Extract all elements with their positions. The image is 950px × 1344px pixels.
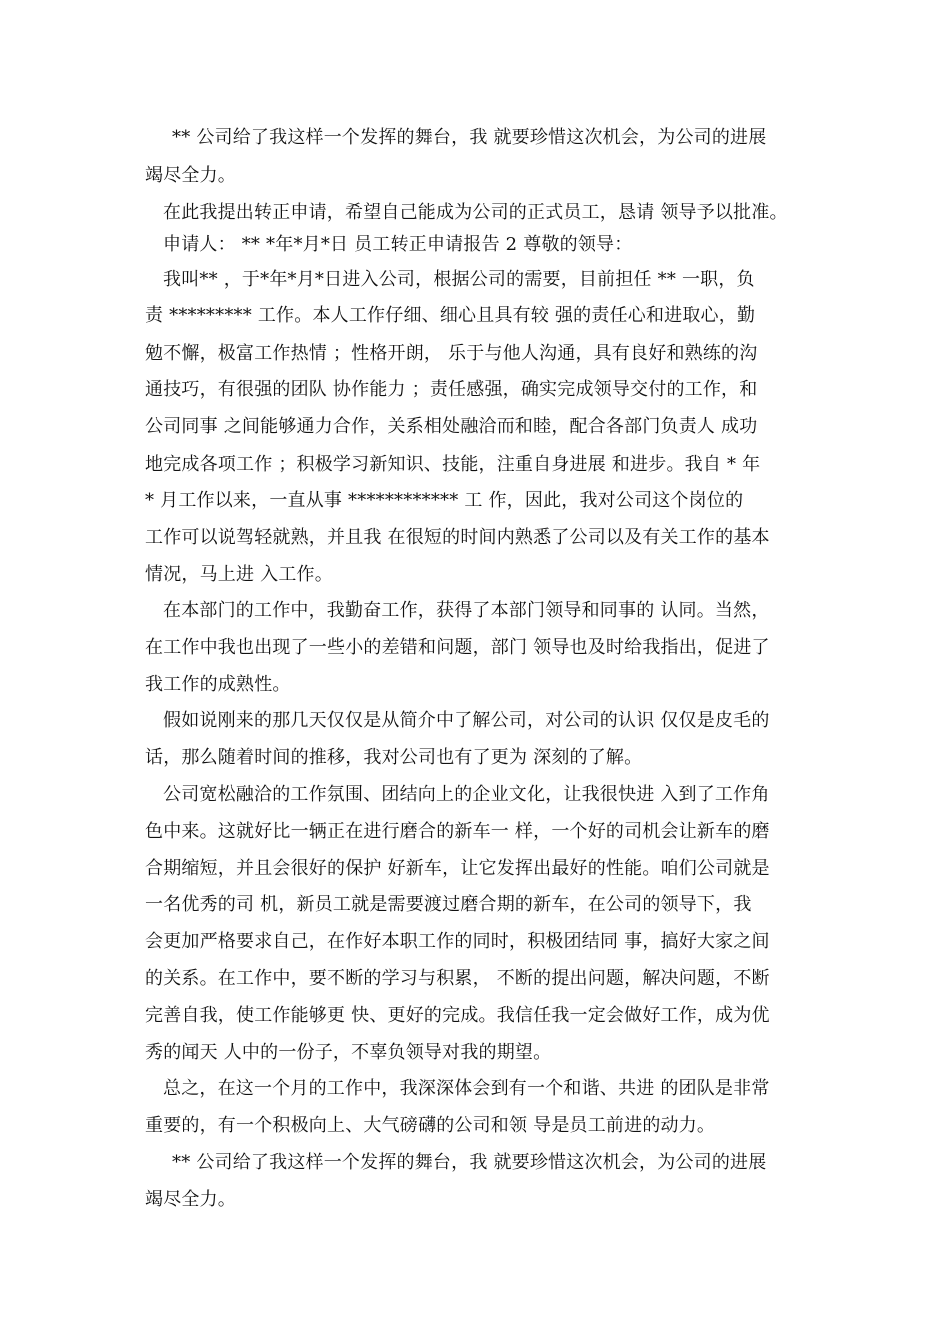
text-line: 色中来。这就好比一辆正在进行磨合的新车一 样，一个好的司机会让新车的磨 <box>145 821 770 842</box>
text-line: 完善自我，使工作能够更 快、更好的完成。我信任我一定会做好工作，成为优 <box>145 1005 770 1026</box>
text-line: 工作可以说驾轻就熟，并且我 在很短的时间内熟悉了公司以及有关工作的基本 <box>145 527 770 548</box>
text-line: 在工作中我也出现了一些小的差错和问题，部门 领导也及时给我指出，促进了 <box>145 637 770 658</box>
text-line: 一名优秀的司 机，新员工就是需要渡过磨合期的新车，在公司的领导下，我 <box>145 894 752 915</box>
text-line: 通技巧，有很强的团队 协作能力 ；责任感强，确实完成领导交付的工作，和 <box>145 379 758 400</box>
text-line: 假如说刚来的那几天仅仅是从简介中了解公司，对公司的认识 仅仅是皮毛的 <box>163 710 770 731</box>
text-line: 公司同事 之间能够通力合作，关系相处融洽而和睦，配合各部门负责人 成功 <box>145 416 758 437</box>
text-line: 地完成各项工作 ；积极学习新知识、技能，注重自身进展 和进步。我自 * 年 <box>145 454 761 475</box>
text-line: 在本部门的工作中，我勤奋工作，获得了本部门领导和同事的 认同。当然， <box>163 600 770 621</box>
text-line: 秀的闻天 人中的一份子，不辜负领导对我的期望。 <box>145 1042 552 1063</box>
text-line: 竭尽全力。 <box>145 165 236 186</box>
text-line: 在此我提出转正申请，希望自己能成为公司的正式员工，恳请 领导予以批准。 <box>163 202 788 223</box>
text-line: 的关系。在工作中，要不断的学习与积累， 不断的提出问题，解决问题，不断 <box>145 968 770 989</box>
text-line: 竭尽全力。 <box>145 1189 236 1210</box>
text-line: 会更加严格要求自己，在作好本职工作的同时，积极团结同 事，搞好大家之间 <box>145 931 770 952</box>
text-line: 我叫** ，于*年*月*日进入公司，根据公司的需要，目前担任 ** 一职，负 <box>163 269 755 290</box>
text-line: 合期缩短，并且会很好的保护 好新车，让它发挥出最好的性能。咱们公司就是 <box>145 858 770 879</box>
text-line: 责 ********* 工作。本人工作仔细、细心且具有较 强的责任心和进取心，勤 <box>145 305 756 326</box>
text-line: 公司宽松融洽的工作氛围、团结向上的企业文化，让我很快进 入到了工作角 <box>163 784 770 805</box>
text-line: 总之，在这一个月的工作中，我深深体会到有一个和谐、共进 的团队是非常 <box>163 1078 770 1099</box>
text-line: 重要的，有一个积极向上、大气磅礴的公司和领 导是员工前进的动力。 <box>145 1115 716 1136</box>
text-line: 申请人： ** *年*月*日 员工转正申请报告 2 尊敬的领导： <box>163 234 633 255</box>
text-line: 我工作的成熟性。 <box>145 674 291 695</box>
text-line: ** 公司给了我这样一个发挥的舞台，我 就要珍惜这次机会，为公司的进展 <box>172 1152 767 1173</box>
text-line: 话，那么随着时间的推移，我对公司也有了更为 深刻的了解。 <box>145 747 643 768</box>
text-line: ** 公司给了我这样一个发挥的舞台，我 就要珍惜这次机会，为公司的进展 <box>172 127 767 148</box>
text-line: 情况，马上进 入工作。 <box>145 564 333 585</box>
text-line: 勉不懈，极富工作热情 ；性格开朗， 乐于与他人沟通，具有良好和熟练的沟 <box>145 343 758 364</box>
text-line: * 月工作以来，一直从事 ************ 工 作，因此，我对公司这个岗位的 <box>145 490 744 511</box>
